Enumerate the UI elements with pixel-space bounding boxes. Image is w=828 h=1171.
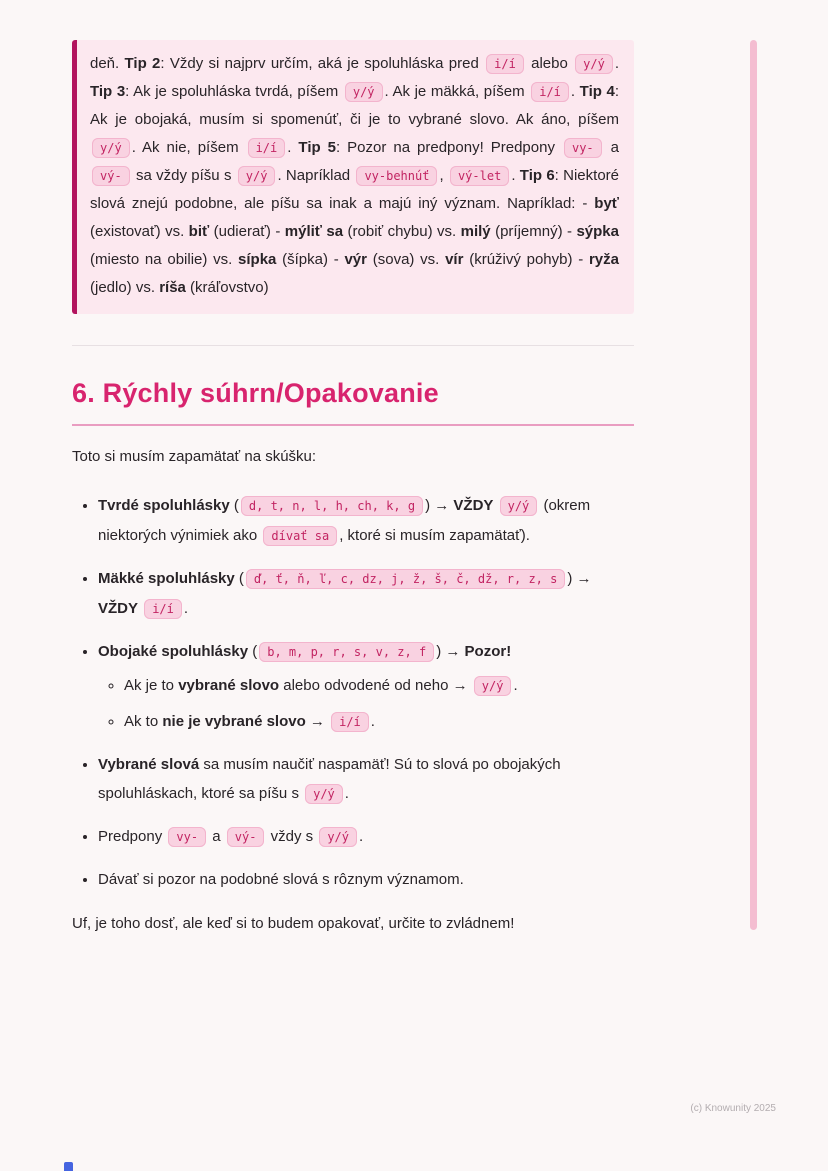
code-chip: y/ý — [238, 166, 276, 186]
code-chip: y/ý — [305, 784, 343, 804]
section-heading: 6. Rýchly súhrn/Opakovanie — [72, 378, 439, 408]
list-item: • Tvrdé spoluhlásky ( d, t, n, l, h, ch, k, g ) → VŽDY y/ý (okrem niektorých výnimiek ako dívať sa , ktoré si musím zapamätať). — [98, 491, 634, 551]
heading-underline — [72, 424, 634, 426]
code-chip: i/í — [144, 599, 182, 619]
code-chip: i/í — [248, 138, 286, 158]
code-chip: vy-behnúť — [356, 166, 437, 186]
sub-list-item: ◦ Ak to nie je vybrané slovo → i/í . — [124, 707, 634, 737]
tips-callout-text: deň. Tip 2: Vždy si najprv určím, aká je spoluhláska pred i/í alebo y/ý . Tip 3: Ak je spoluhláska tvrdá, píšem y/ý . Ak je mäkká, píšem i/í . Tip 4: Ak je obojaká, musím si spomenúť, či je to vybrané slovo. Ak áno, píšem y/ý . Ak nie, píšem i/í . Tip 5: Pozor na predpony! Predpony vy- a vý- sa vždy píšu s y/ý . Napríklad vy-behnúť , vý-let . Tip 6: Niektoré slová znejú podobne, ale píšu sa inak a majú iný význam. Napríklad: - byť (existovať) vs. biť (udierať) - mýliť sa (robiť chybu) vs. milý (príjemný) - sýpka (miesto na obilie) vs. sípka (šípka) - výr (sova) vs. vír (krúživý pohyb) - ryža (jedlo) vs. ríša (kráľovstvo) — [90, 55, 620, 296]
list-item: • Vybrané slová sa musím naučiť naspamäť! Sú to slová po obojakých spoluhláskach, ktoré sa píšu s y/ý . — [98, 750, 634, 809]
section-divider — [72, 345, 634, 346]
code-chip: dívať sa — [263, 526, 337, 546]
code-chip: vý- — [227, 827, 265, 847]
document-content — [72, 40, 634, 936]
code-chip: vý-let — [450, 166, 509, 186]
code-chip: y/ý — [500, 496, 538, 516]
next-page-fragment — [64, 1162, 73, 1171]
code-chip: i/í — [531, 82, 569, 102]
code-chip: vý- — [92, 166, 130, 186]
intro-text: Toto si musím zapamätať na skúšku: — [72, 448, 317, 465]
code-chip: ď, ť, ň, ľ, c, dz, j, ž, š, č, dž, r, z, s — [246, 569, 565, 589]
code-chip: d, t, n, l, h, ch, k, g — [241, 496, 423, 516]
list-item: • Obojaké spoluhlásky ( b, m, p, r, s, v, z, f ) → Pozor! ◦ Ak je to vybrané slovo alebo odvodené od neho → y/ý . ◦ Ak to nie je vybrané slovo → i/í . — [98, 637, 634, 737]
scrollbar-thumb[interactable] — [750, 40, 757, 930]
sub-list — [98, 671, 634, 737]
list-item: • Predpony vy- a vý- vždy s y/ý . — [98, 822, 634, 852]
summary-list — [72, 491, 634, 894]
tips-callout — [72, 40, 634, 314]
code-chip: y/ý — [345, 82, 383, 102]
list-item: • Mäkké spoluhlásky ( ď, ť, ň, ľ, c, dz, j, ž, š, č, dž, r, z, s ) → VŽDY i/í . — [98, 564, 634, 624]
code-chip: y/ý — [575, 54, 613, 74]
code-chip: vy- — [168, 827, 206, 847]
code-chip: y/ý — [319, 827, 357, 847]
copyright-text: (c) Knowunity 2025 — [690, 1103, 776, 1114]
code-chip: i/í — [331, 712, 369, 732]
code-chip: i/í — [486, 54, 524, 74]
list-item: • Dávať si pozor na podobné slová s rôznym významom. — [98, 865, 634, 894]
code-chip: vy- — [564, 138, 602, 158]
code-chip: y/ý — [92, 138, 130, 158]
code-chip: y/ý — [474, 676, 512, 696]
sub-list-item: ◦ Ak je to vybrané slovo alebo odvodené od neho → y/ý . — [124, 671, 634, 701]
outro-text: Uf, je toho dosť, ale keď si to budem opakovať, určite to zvládnem! — [72, 915, 515, 932]
code-chip: b, m, p, r, s, v, z, f — [259, 642, 434, 662]
